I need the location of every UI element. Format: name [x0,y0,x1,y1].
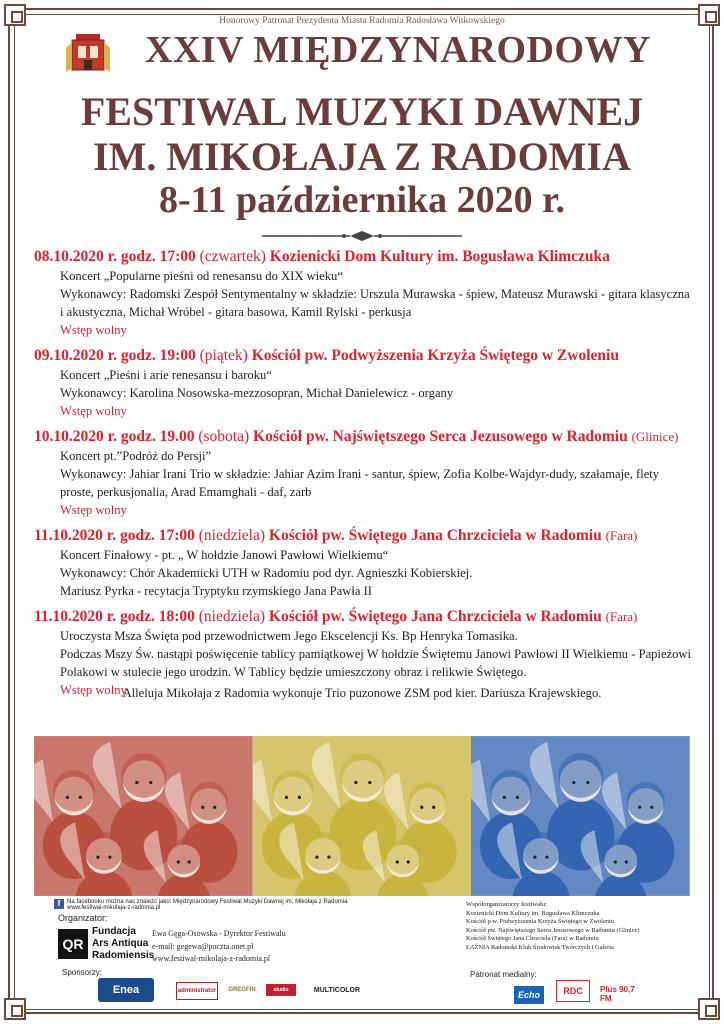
enea-logo: Enea [98,978,154,1002]
event-admission: Wstęp wolny [60,683,127,697]
director-name: Ewa Gęga-Osowska - Dyrektor Festiwalu [152,929,286,938]
event-heading [34,606,694,627]
sponsors-label: Sponsorzy: [62,968,103,977]
event-description: Koncert pt.”Podróż do Persji” [60,449,212,463]
radio-plus-logo: Plus 90,7 FM [600,985,635,1003]
ars-antiqua-logo-icon: QR [58,929,88,959]
organizer-name-line: Radomiensis [92,950,155,961]
angels-photo-blue [471,736,690,896]
facebook-url[interactable]: www.festiwal-mikolaja-z-radomia.pl [67,905,161,911]
facebook-info [54,899,347,911]
co-organizer-item: Kościół Świętego Jana Chrzciela (Fara) w Radomiu [466,935,599,943]
event-day: (piątek) [199,347,248,364]
angels-image [471,736,690,896]
co-organizer-item: Kościół pw. Najświętszego Serca Jezusowego w Radomiu (Glinice) [466,926,640,934]
co-organizers [466,901,682,961]
event-admission: Wstęp wolny [60,503,127,517]
event-date-time: 11.10.2020 r. godz. 17:00 [34,527,195,544]
event-venue: Kozienicki Dom Kultury im. Bogusława Klimczuka [269,248,610,265]
corner-ornament [698,998,720,1020]
facebook-icon: f [54,899,64,909]
co-organizers-title: Współorganizatorzy festiwalu: [466,901,547,908]
event-performers: Wykonawcy: Chór Akademicki UTH w Radomiu pod dyr. Agnieszki Kobierskiej. [60,566,473,580]
event-day: (niedziela) [198,527,266,544]
event-recitation: Mariusz Pyrka - recytacja Tryptyku rzymskiego Jana Pawła II [60,584,372,598]
event-performers: Wykonawcy: Radomski Zespół Sentymentalny w składzie: Urszula Murawska - śpiew, Mateusz Murawski - gitara klasyczna i akustyczna, Michał Wróbel - gitara basowa, Kamil Rylski - perkusja [60,287,690,319]
organizer-name-line: Ars Antiqua [92,938,149,949]
event-description: Koncert „Pieśni i arie renesansu i baroku“ [60,368,272,382]
event-heading [34,426,694,447]
event-item [34,426,694,519]
event-date-time: 08.10.2020 r. godz. 17:00 [34,248,196,265]
angels-image [34,736,253,896]
rdc-logo: RDC [556,980,590,1002]
angels-photo-yellow [253,736,472,896]
title-line-3: IM. MIKOŁAJA Z RADOMIA [93,134,631,179]
event-venue-note: (Fara) [605,528,638,543]
organizer-name-line: Fundacja [92,926,136,937]
co-organizer-item: Kościół p.w. Podwyższenia Krzyża Świętego w Zwoleniu [466,918,614,926]
event-day: (sobota) [198,428,250,445]
co-organizer-item: Kozienicki Dom Kultury im. Bogusława Klimczuka [466,909,600,917]
contact-email[interactable]: e-mail: gegewa@poczta.onet.pl [152,941,254,951]
event-heading [34,525,694,546]
event-venue-note: (Glinice) [631,429,679,444]
corner-ornament [4,998,26,1020]
angels-image [253,736,472,896]
event-date-time: 09.10.2020 r. godz. 19:00 [34,347,196,364]
co-organizer-item: ŁAŹNIA Radomski Klub Środowisk Twórczych i Galeria [466,943,614,951]
event-description: Uroczysta Msza Święta pod przewodnictwem Jego Ekscelencji Ks. Bp Henryka Tomasika. [60,629,518,643]
event-venue: Kościół pw. Najświętszego Serca Jezusowego w Radomiu [253,428,628,445]
event-date-time: 10.10.2020 r. godz. 19.00 [34,428,195,445]
event-admission: Wstęp wolny [60,323,127,337]
event-heading [34,246,694,267]
facebook-text: Na facebooku można nas znaleźć jako: Międzynarodowy Festiwal Muzyki Dawnej im. Mikołaja z Radomia [67,899,348,905]
event-day: (czwartek) [199,248,266,265]
event-item [34,525,694,600]
festival-dates: 8-11 października 2020 r. [158,179,566,221]
administrator-logo: administrator [176,982,218,1000]
event-details: Podczas Mszy Św. nastąpi poświęcenie tablicy pamiątkowej W hołdzie Świętemu Janowi Pawłowi II Wielkiemu - Papieżowi Polakowi w stulecie jego urodzin. W Tablicy będzie umieszczony obraz i relikwie Świętego. [60,647,692,679]
title-line-2: FESTIWAL MUZYKI DAWNEJ [80,89,644,134]
event-venue: Kościół pw. Podwyższenia Krzyża Świętego w Zwoleniu [251,347,619,364]
organizer-label: Organizator: [58,913,108,923]
event-item [34,345,694,420]
event-description: Koncert Finałowy - pt. „ W hołdzie Janowi Pawłowi Wielkiemu“ [60,548,389,562]
event-item [34,246,694,339]
event-heading [34,345,694,366]
title-line-1: XXIV MIĘDZYNARODOWY [145,29,651,71]
event-venue-note: (Fara) [605,609,638,624]
angels-photo-strip [34,736,690,896]
event-performers: Wykonawcy: Jahiar Irani Trio w składzie: Jahiar Azim Irani - santur, śpiew, Zofia Kolbe-Wajdyr-dudy, szałamaje, flety proste, perkusjonalia, Arad Emamghali - daf, zarb [60,467,660,499]
media-patronage-label: Patronat medialny: [470,970,537,979]
angels-photo-red [34,736,253,896]
festival-website[interactable]: www.festiwal-mikolaja-z-radomia.pl [152,954,271,963]
event-date-time: 11.10.2020 r. godz. 18:00 [34,608,195,625]
multicolor-logo: MULTICOLOR [313,986,361,994]
event-day: (niedziela) [198,608,266,625]
echo-logo: Echo [514,986,544,1004]
trio-note: Alleluja Mikołaja z Radomia wykonuje Trio puzonowe ZSM pod kier. Dariusza Krajewskiego. [122,686,602,700]
patronage-line: Honorowy Patronat Prezydenta Miasta Radomia Radosława Witkowskiego [219,16,505,26]
event-performers: Wykonawcy: Karolina Nosowska-mezzosopran, Michał Danielewicz - organy [60,386,454,400]
contact-info [152,928,286,966]
studio-logo: studio [266,984,296,996]
event-list [34,246,694,705]
radom-coat-of-arms-icon [62,28,114,80]
ornament-divider [262,230,462,242]
organizer-logo [58,926,154,962]
event-venue: Kościół pw. Świętego Jana Chrzciciela w Radomiu [268,527,602,544]
event-venue: Kościół pw. Świętego Jana Chrzciciela w Radomiu [268,608,602,625]
gregfin-logo: GREGFIN [228,987,256,993]
event-admission: Wstęp wolny [60,404,127,418]
event-description: Koncert „Popularne pieśni od renesansu do XIX wieku“ [60,269,343,283]
